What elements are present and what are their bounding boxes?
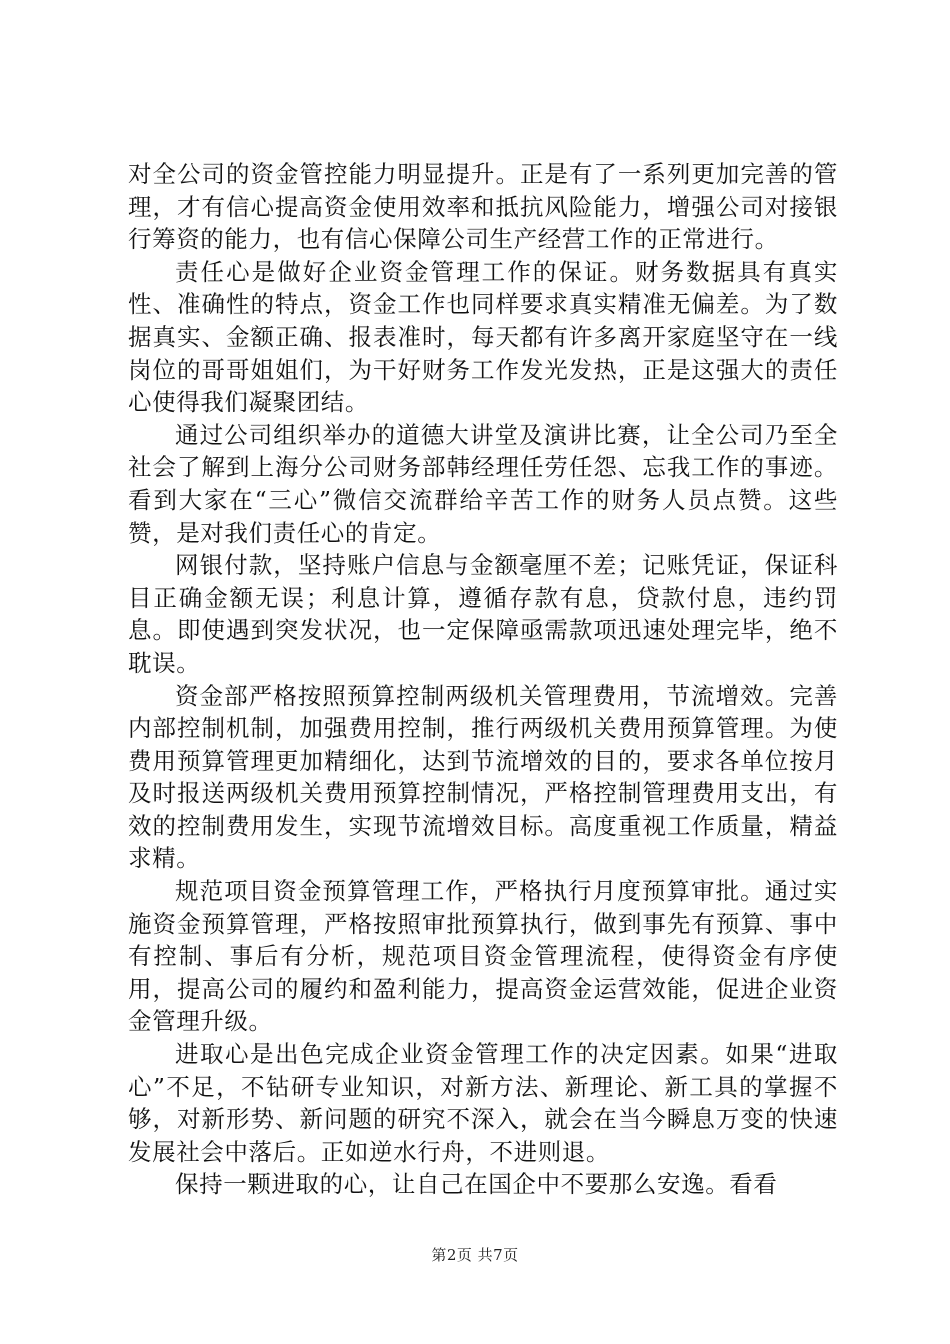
paragraph-1: 对全公司的资金管控能力明显提升。正是有了一系列更加完善的管理，才有信心提高资金使用效率和抵抗风险能力，增强公司对接银行筹资的能力，也有信心保障公司生产经营工作的正常进行。 (128, 160, 838, 254)
paragraph-3: 通过公司组织举办的道德大讲堂及演讲比赛，让全公司乃至全社会了解到上海分公司财务部韩经理任劳任怨、忘我工作的事迹。看到大家在“三心”微信交流群给辛苦工作的财务人员点赞。这些赞，是对我们责任心的肯定。 (128, 420, 838, 547)
paragraph-5: 资金部严格按照预算控制两级机关管理费用，节流增效。完善内部控制机制，加强费用控制，推行两级机关费用预算管理。为使费用预算管理更加精细化，达到节流增效的目的，要求各单位按月及时报送两级机关费用预算控制情况，严格控制管理费用支出，有效的控制费用发生，实现节流增效目标。高度重视工作质量，精益求精。 (128, 681, 838, 873)
paragraph-4: 网银付款，坚持账户信息与金额毫厘不差；记账凭证，保证科目正确金额无误；利息计算，遵循存款有息，贷款付息，违约罚息。即使遇到突发状况，也一定保障亟需款项迅速处理完毕，绝不耽误。 (128, 551, 838, 677)
paragraph-8: 保持一颗进取的心，让自己在国企中不要那么安逸。看看 (175, 1170, 778, 1199)
paragraph-7: 进取心是出色完成企业资金管理工作的决定因素。如果“进取心”不足，不钻研专业知识，对新方法、新理论、新工具的掌握不够，对新形势、新问题的研究不深入，就会在当今瞬息万变的快速发展社会中落后。正如逆水行舟，不进则退。 (128, 1040, 838, 1166)
paragraph-2: 责任心是做好企业资金管理工作的保证。财务数据具有真实性、准确性的特点，资金工作也同样要求真实精准无偏差。为了数据真实、金额正确、报表准时，每天都有许多离开家庭坚守在一线岗位的哥哥姐姐们，为干好财务工作发光发热，正是这强大的责任心使得我们凝聚团结。 (128, 257, 838, 417)
page-footer: 第2页 共7页 (431, 1246, 519, 1264)
document-body (128, 158, 838, 1201)
paragraph-6: 规范项目资金预算管理工作，严格执行月度预算审批。通过实施资金预算管理，严格按照审批预算执行，做到事先有预算、事中有控制、事后有分析，规范项目资金管理流程，使得资金有序使用，提高公司的履约和盈利能力，提高资金运营效能，促进企业资金管理升级。 (128, 877, 838, 1036)
